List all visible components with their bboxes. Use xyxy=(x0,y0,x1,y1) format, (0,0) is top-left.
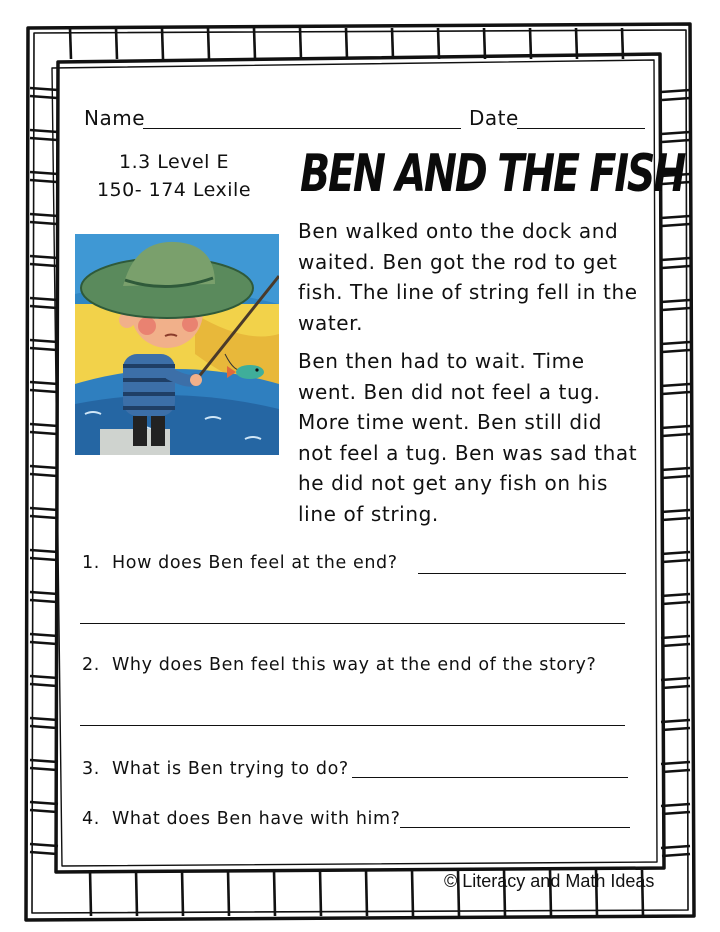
question-3 xyxy=(82,759,349,779)
border-rung xyxy=(661,342,690,344)
question-number: 3. xyxy=(82,759,100,779)
border-rung xyxy=(661,678,690,680)
question-number: 2. xyxy=(82,655,100,675)
question-number: 1. xyxy=(82,553,100,573)
border-rung xyxy=(300,28,301,59)
story-title: BEN AND THE FISH xyxy=(300,143,685,204)
border-rung xyxy=(30,760,58,762)
question-text: What is Ben trying to do? xyxy=(112,759,349,779)
border-rung xyxy=(30,382,58,384)
border-rung xyxy=(30,390,57,392)
border-rung xyxy=(661,552,690,554)
answer-line-2[interactable] xyxy=(80,725,625,726)
border-rung xyxy=(30,558,57,560)
border-rung xyxy=(346,28,347,59)
border-rung xyxy=(162,28,163,59)
border-rung xyxy=(392,28,393,59)
answer-line-1b[interactable] xyxy=(80,623,625,624)
border-rung xyxy=(30,684,57,686)
border-rung xyxy=(661,762,690,764)
border-rung xyxy=(136,870,137,916)
border-rung xyxy=(661,594,690,596)
border-rung xyxy=(662,392,690,394)
border-rung xyxy=(30,340,58,342)
border-rung xyxy=(661,468,690,470)
border-rung xyxy=(661,258,690,260)
border-rung xyxy=(661,636,690,638)
border-rung xyxy=(320,870,321,916)
question-text: How does Ben feel at the end? xyxy=(112,553,398,573)
border-rung xyxy=(208,28,209,59)
story-paragraph-2: Ben then had to wait. Time went. Ben did not feel a tug. More time went. Ben still did not feel a tug. Ben was sad that he did not get any fish on his line of string. xyxy=(298,349,638,526)
lexile-range: 150- 174 Lexile xyxy=(96,179,252,201)
border-rung xyxy=(70,28,71,59)
border-rung xyxy=(576,28,577,59)
border-rung xyxy=(662,476,690,478)
border-rung xyxy=(366,870,367,916)
border-rung xyxy=(662,644,690,646)
border-rung xyxy=(662,854,690,856)
border-rung xyxy=(30,810,57,812)
border-rung xyxy=(30,852,57,854)
border-rung xyxy=(30,600,57,602)
reading-level: 1.3 Level E xyxy=(119,151,229,173)
border-rung xyxy=(530,28,531,59)
border-rung xyxy=(90,870,91,916)
answer-line-4[interactable] xyxy=(400,827,630,828)
border-rung xyxy=(661,300,690,302)
border-rung xyxy=(30,634,58,636)
border-rung xyxy=(30,768,57,770)
border-rung xyxy=(182,870,183,916)
border-rung xyxy=(662,560,690,562)
border-rung xyxy=(661,384,690,386)
border-rung xyxy=(30,508,58,510)
copyright-notice: © Literacy and Math Ideas xyxy=(444,871,655,891)
name-line[interactable] xyxy=(143,128,461,129)
question-1 xyxy=(82,553,398,573)
border-rung xyxy=(30,718,58,720)
story-paragraph-1: Ben walked onto the dock and waited. Ben got the rod to get fish. The line of string fell in the water. xyxy=(298,219,638,335)
boy-fishing-illustration xyxy=(75,234,279,455)
border-rung xyxy=(662,518,690,520)
date-label: Date xyxy=(469,106,519,130)
border-rung xyxy=(662,308,690,310)
border-rung xyxy=(661,720,690,722)
border-rung xyxy=(662,350,690,352)
border-rung xyxy=(274,870,275,916)
border-rung xyxy=(438,28,439,59)
border-rung xyxy=(116,28,117,59)
border-rung xyxy=(30,466,58,468)
border-rung xyxy=(30,424,58,426)
border-rung xyxy=(661,426,690,428)
answer-line-1a[interactable] xyxy=(418,573,626,574)
border-rung xyxy=(622,28,623,59)
question-number: 4. xyxy=(82,809,100,829)
border-rung xyxy=(30,676,58,678)
border-rung xyxy=(30,432,57,434)
border-rung xyxy=(254,28,255,59)
question-2 xyxy=(82,655,596,675)
question-4 xyxy=(82,809,401,829)
border-rung xyxy=(662,728,690,730)
border-rung xyxy=(662,434,690,436)
border-rung xyxy=(662,812,690,814)
border-rung xyxy=(30,844,58,846)
border-rung xyxy=(30,802,58,804)
border-rung xyxy=(30,516,57,518)
border-rung xyxy=(30,550,58,552)
border-rung xyxy=(30,474,57,476)
border-rung xyxy=(662,602,690,604)
border-rung xyxy=(228,870,229,916)
border-rung xyxy=(30,642,57,644)
date-line[interactable] xyxy=(517,128,645,129)
name-label: Name xyxy=(84,106,146,130)
question-text: Why does Ben feel this way at the end of the story? xyxy=(112,655,597,675)
border-rung xyxy=(30,298,58,300)
border-rung xyxy=(661,510,690,512)
border-rung xyxy=(30,592,58,594)
border-rung xyxy=(484,28,485,59)
border-rung xyxy=(662,770,690,772)
border-rung xyxy=(412,870,413,916)
question-text: What does Ben have with him? xyxy=(112,809,401,829)
answer-line-3[interactable] xyxy=(352,777,628,778)
border-rung xyxy=(30,726,57,728)
border-rung xyxy=(662,686,690,688)
